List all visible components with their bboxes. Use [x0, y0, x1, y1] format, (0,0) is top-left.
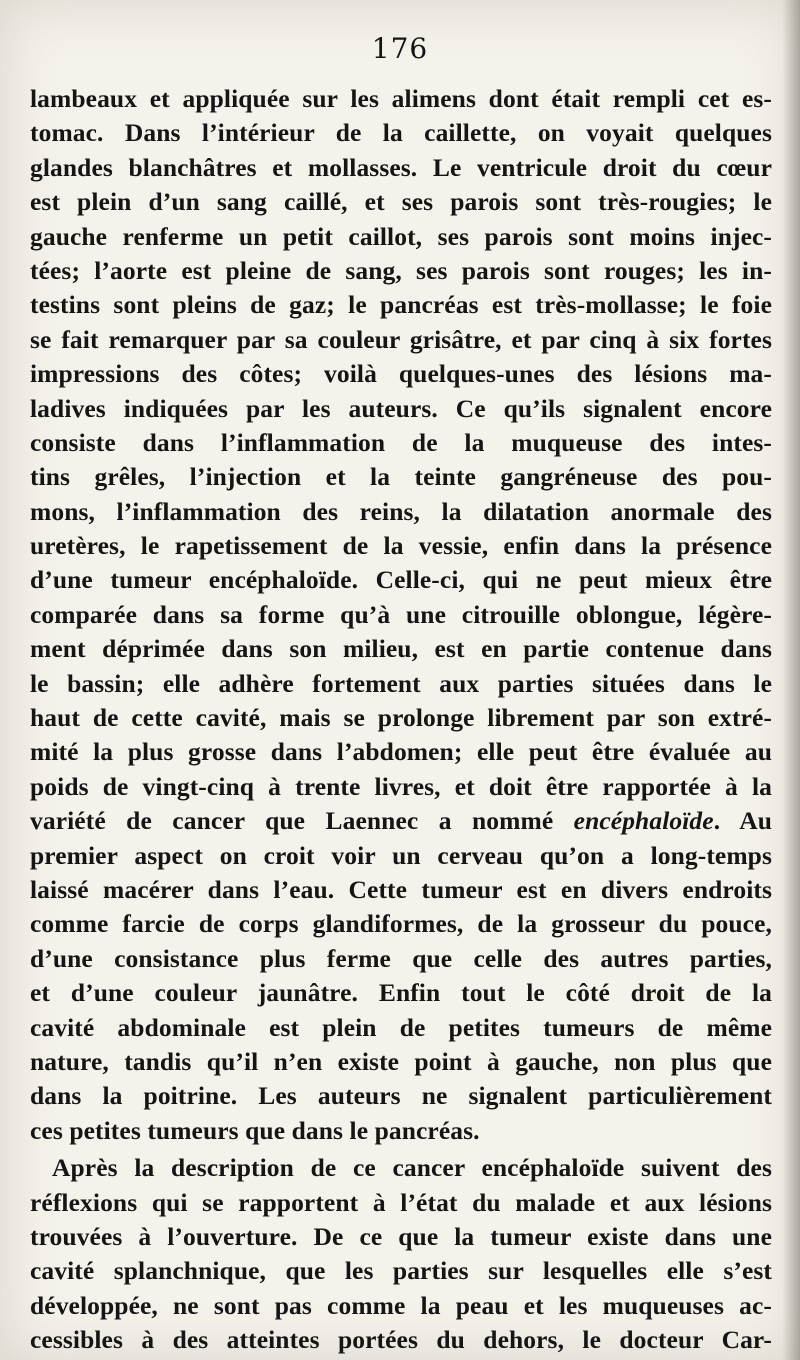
text-line [30, 804, 772, 838]
text-line: tins grêles, l’injection et la teinte gangréneuse des pou- [30, 462, 772, 492]
text-line: le bassin; elle adhère fortement aux parties situées dans le [30, 668, 772, 698]
text-line: tomac. Dans l’intérieur de la caillette, on voyait quelques [30, 118, 772, 148]
text-line: ces petites tumeurs que dans le pancréas. [30, 1115, 480, 1145]
text-line: cavité abdominale est plein de petites tumeurs de même [30, 1012, 772, 1042]
text-line: développée, ne sont pas comme la peau et les muqueuses ac- [30, 1290, 772, 1320]
text-line: est plein d’un sang caillé, et ses parois sont très-rougies; le [30, 187, 772, 217]
text-line: mité la plus grosse dans l’abdomen; elle peut être évaluée au [30, 737, 772, 767]
text-line: mons, l’inflammation des reins, la dilatation anormale des [30, 496, 772, 526]
text-line: cessibles à des atteintes portées du dehors, le docteur Car- [30, 1325, 772, 1355]
text-line: nature, tandis qu’il n’en existe point à gauche, non plus que [30, 1046, 772, 1076]
text-line: uretères, le rapetissement de la vessie, enfin dans la présence [30, 531, 772, 561]
text-line: réflexions qui se rapportent à l’état du malade et aux lésions [30, 1187, 772, 1217]
text-line: cavité splanchnique, que les parties sur lesquelles elle s’est [30, 1256, 772, 1286]
text-line: d’une tumeur encéphaloïde. Celle-ci, qui ne peut mieux être [30, 565, 772, 595]
body-text [30, 82, 772, 1357]
text-line: tées; l’aorte est pleine de sang, ses parois sont rouges; les in- [30, 255, 772, 285]
text-line: consiste dans l’inflammation de la muqueuse des intes- [30, 427, 772, 457]
text-line: se fait remarquer par sa couleur grisâtre, et par cinq à six fortes [30, 324, 772, 354]
text-line: Après la description de ce cancer encéphaloïde suivent des [52, 1153, 772, 1183]
text-line: comme farcie de corps glandiformes, de la grosseur du pouce, [30, 909, 772, 939]
text-line: ment déprimée dans son milieu, est en partie contenue dans [30, 634, 772, 664]
text-line: d’une consistance plus ferme que celle des autres parties, [30, 943, 772, 973]
text-line: gauche renferme un petit caillot, ses parois sont moins injec- [30, 221, 772, 251]
text-line: ladives indiquées par les auteurs. Ce qu’ils signalent encore [30, 393, 772, 423]
text-line: dans la poitrine. Les auteurs ne signalent particulièrement [30, 1081, 772, 1111]
text-segment: variété de cancer que Laennec a nommé [30, 806, 574, 836]
text-line: premier aspect on croit voir un cerveau qu’on a long-temps [30, 840, 772, 870]
text-line: trouvées à l’ouverture. De ce que la tumeur existe dans une [30, 1221, 772, 1251]
text-line: testins sont pleins de gaz; le pancréas est très-mollasse; le foie [30, 290, 772, 320]
text-line: lambeaux et appliquée sur les alimens dont était rempli cet es- [30, 84, 772, 113]
italic-term: encéphaloïde [573, 806, 714, 836]
text-line: haut de cette cavité, mais se prolonge librement par son extré- [30, 703, 772, 733]
text-line: poids de vingt-cinq à trente livres, et doit être rapportée à la [30, 771, 772, 801]
text-line: laissé macérer dans l’eau. Cette tumeur est en divers endroits [30, 874, 772, 904]
text-line: impressions des côtes; voilà quelques-unes des lésions ma- [30, 359, 772, 389]
text-line: et d’une couleur jaunâtre. Enfin tout le côté droit de la [30, 978, 772, 1008]
page-number: 176 [371, 32, 429, 65]
text-line: glandes blanchâtres et mollasses. Le ventricule droit du cœur [30, 152, 772, 182]
text-line: comparée dans sa forme qu’à une citrouille oblongue, légère- [30, 599, 772, 629]
text-segment: . Au [713, 806, 772, 836]
page-edge-shadow [782, 0, 800, 1360]
